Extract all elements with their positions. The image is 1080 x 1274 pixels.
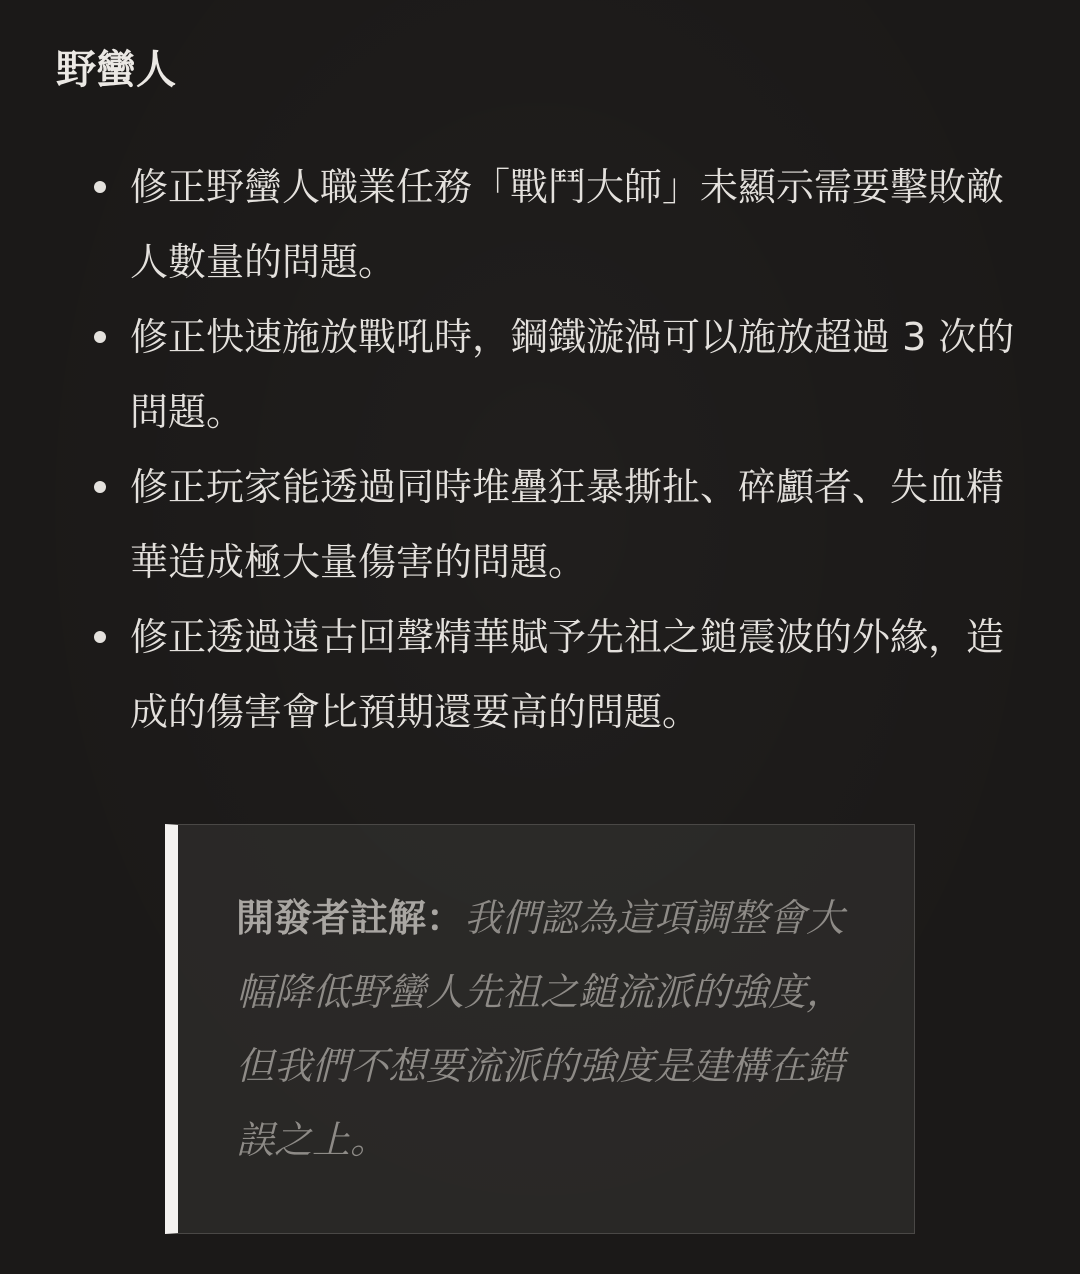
fix-item: [130, 450, 1020, 600]
bullet-icon: [94, 481, 106, 493]
bullet-icon: [94, 181, 106, 193]
developer-note-callout: [165, 824, 915, 1234]
fix-list: [130, 150, 1020, 750]
fix-item-text: 修正玩家能透過同時堆疊狂暴撕扯、碎顱者、失血精華造成極大量傷害的問題。: [130, 465, 1005, 584]
fix-item: [130, 600, 1020, 750]
fix-item: [130, 150, 1020, 300]
section-title: 野蠻人: [56, 47, 176, 93]
fix-item: [130, 300, 1020, 450]
fix-item-text: 修正野蠻人職業任務「戰鬥大師」未顯示需要擊敗敵人數量的問題。: [130, 165, 1005, 284]
developer-note-text: [236, 881, 866, 1177]
bullet-icon: [94, 631, 106, 643]
developer-note-body: 我們認為這項調整會大幅降低野蠻人先祖之鎚流派的強度，但我們不想要流派的強度是建構在錯誤之上。: [236, 896, 845, 1162]
bullet-icon: [94, 331, 106, 343]
developer-note-label: 開發者註解：: [236, 896, 465, 940]
fix-item-text: 修正透過遠古回聲精華賦予先祖之鎚震波的外緣，造成的傷害會比預期還要高的問題。: [130, 615, 1005, 734]
fix-item-text: 修正快速施放戰吼時，鋼鐵漩渦可以施放超過 3 次的問題。: [130, 315, 1015, 434]
